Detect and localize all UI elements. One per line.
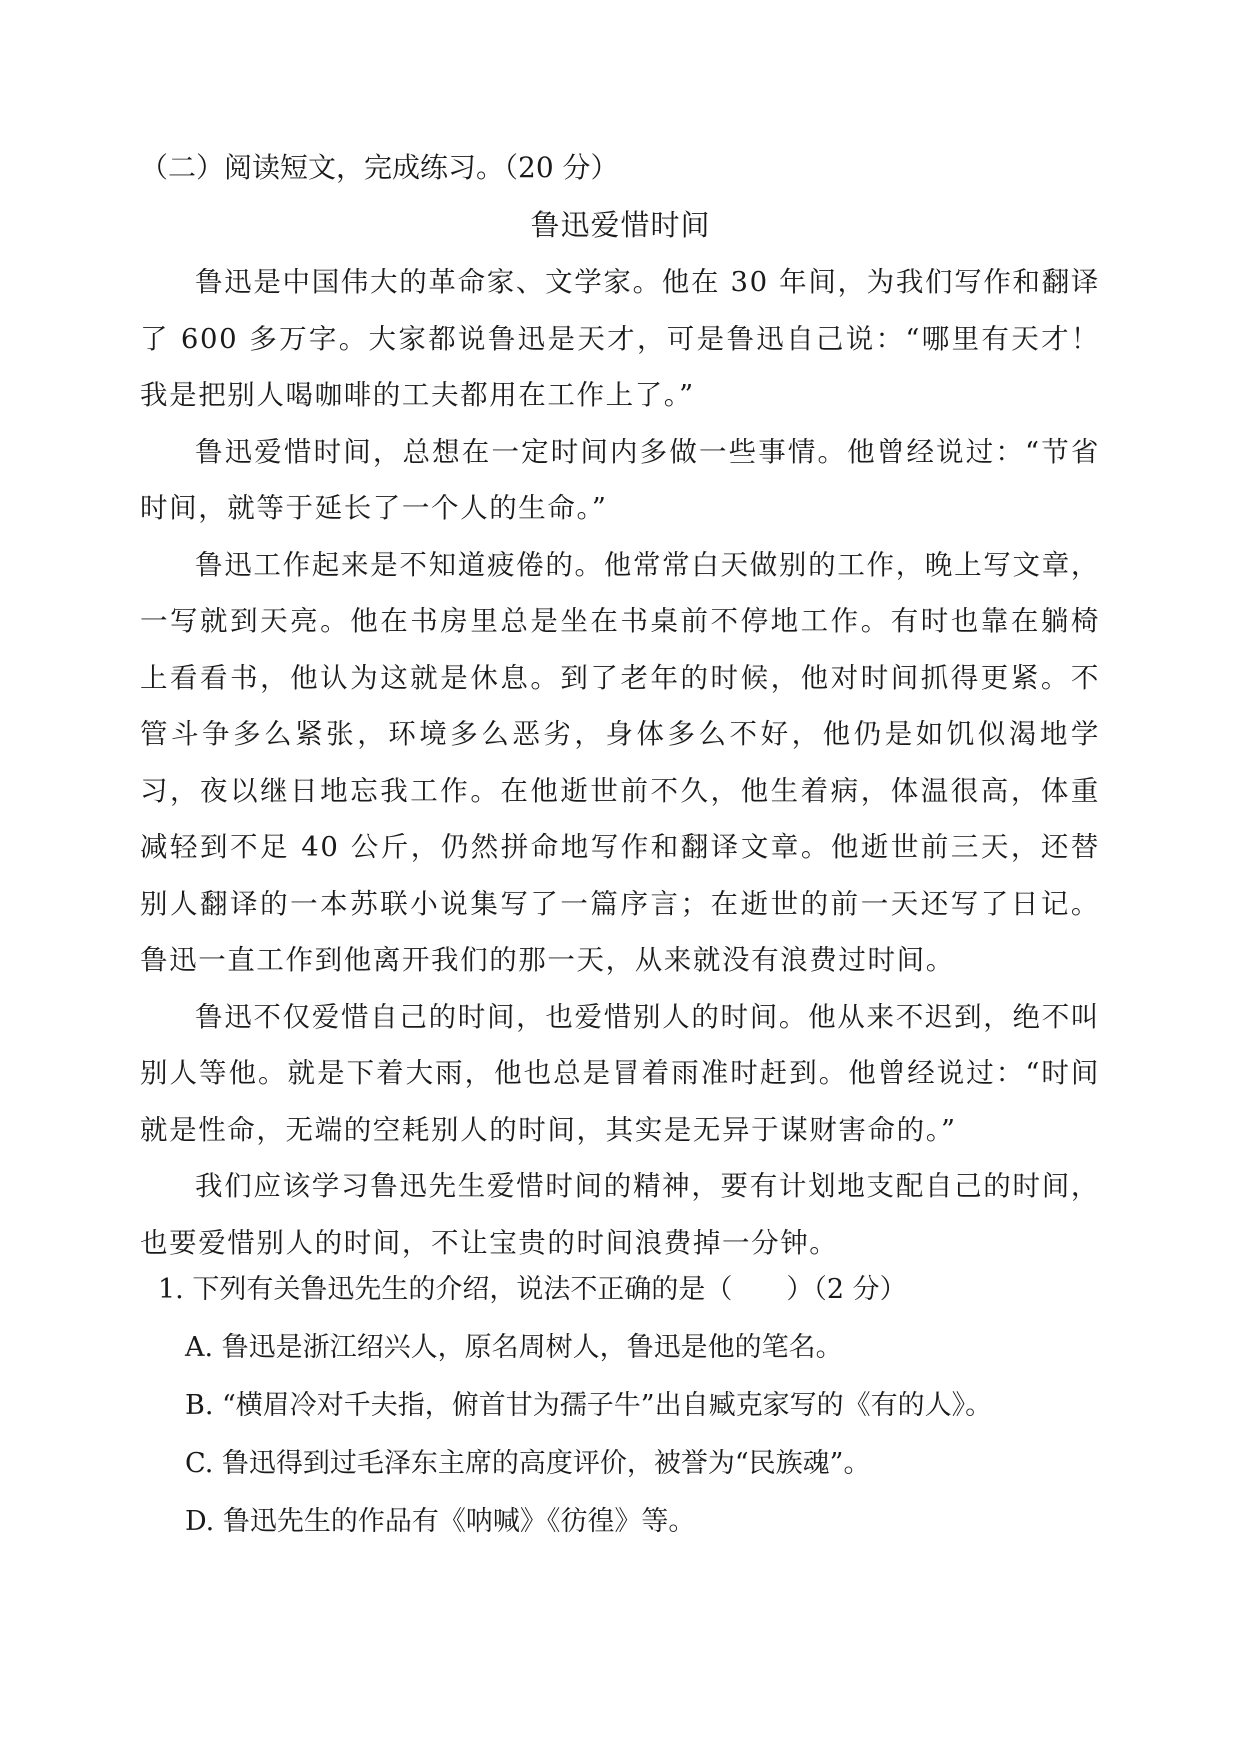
article-paragraph: 鲁迅工作起来是不知道疲倦的。他常常白天做别的工作，晚上写文章，一写就到天亮。他在书房里总是坐在书桌前不停地工作。有时也靠在躺椅上看看书，他认为这就是休息。到了老年的时候，他对时间抓得更紧。不管斗争多么紧张，环境多么恶劣，身体多么不好，他仍是如饥似渴地学习，夜以继日地忘我工作。在他逝世前不久，他生着病，体温很高，体重减轻到不足 40 公斤，仍然拼命地写作和翻译文章。他逝世前三天，还替别人翻译的一本苏联小说集写了一篇序言；在逝世的前一天还写了日记。鲁迅一直工作到他离开我们的那一天，从来就没有浪费过时间。 <box>140 548 1100 976</box>
article-title: 鲁迅爱惜时间 <box>530 208 711 242</box>
option-b: B. “横眉冷对千夫指，俯首甘为孺子牛”出自臧克家写的《有的人》。 <box>185 1390 993 1421</box>
article-paragraph: 鲁迅爱惜时间，总想在一定时间内多做一些事情。他曾经说过：“节省时间，就等于延长了一个人的生命。” <box>140 435 1100 524</box>
option-d: D. 鲁迅先生的作品有《呐喊》《彷徨》等。 <box>185 1506 696 1537</box>
article-paragraph: 鲁迅是中国伟大的革命家、文学家。他在 30 年间，为我们写作和翻译了 600 多万字。大家都说鲁迅是天才，可是鲁迅自己说：“哪里有天才！我是把别人喝咖啡的工夫都用在工作上了。” <box>140 266 1100 411</box>
article-body <box>140 254 1100 1271</box>
article-paragraph: 我们应该学习鲁迅先生爱惜时间的精神，要有计划地支配自己的时间，也要爱惜别人的时间，不让宝贵的时间浪费掉一分钟。 <box>140 1170 1100 1259</box>
option-a: A. 鲁迅是浙江绍兴人，原名周树人，鲁迅是他的笔名。 <box>185 1332 843 1363</box>
option-c: C. 鲁迅得到过毛泽东主席的高度评价，被誉为“民族魂”。 <box>185 1448 871 1479</box>
article-paragraph: 鲁迅不仅爱惜自己的时间，也爱惜别人的时间。他从来不迟到，绝不叫别人等他。就是下着大雨，他也总是冒着雨准时赶到。他曾经说过：“时间就是性命，无端的空耗别人的时间，其实是无异于谋财害命的。” <box>140 1000 1100 1146</box>
question-stem: 1. 下列有关鲁迅先生的介绍，说法不正确的是（ ）（2 分） <box>158 1274 907 1305</box>
section-heading: （二）阅读短文，完成练习。（20 分） <box>140 151 619 184</box>
